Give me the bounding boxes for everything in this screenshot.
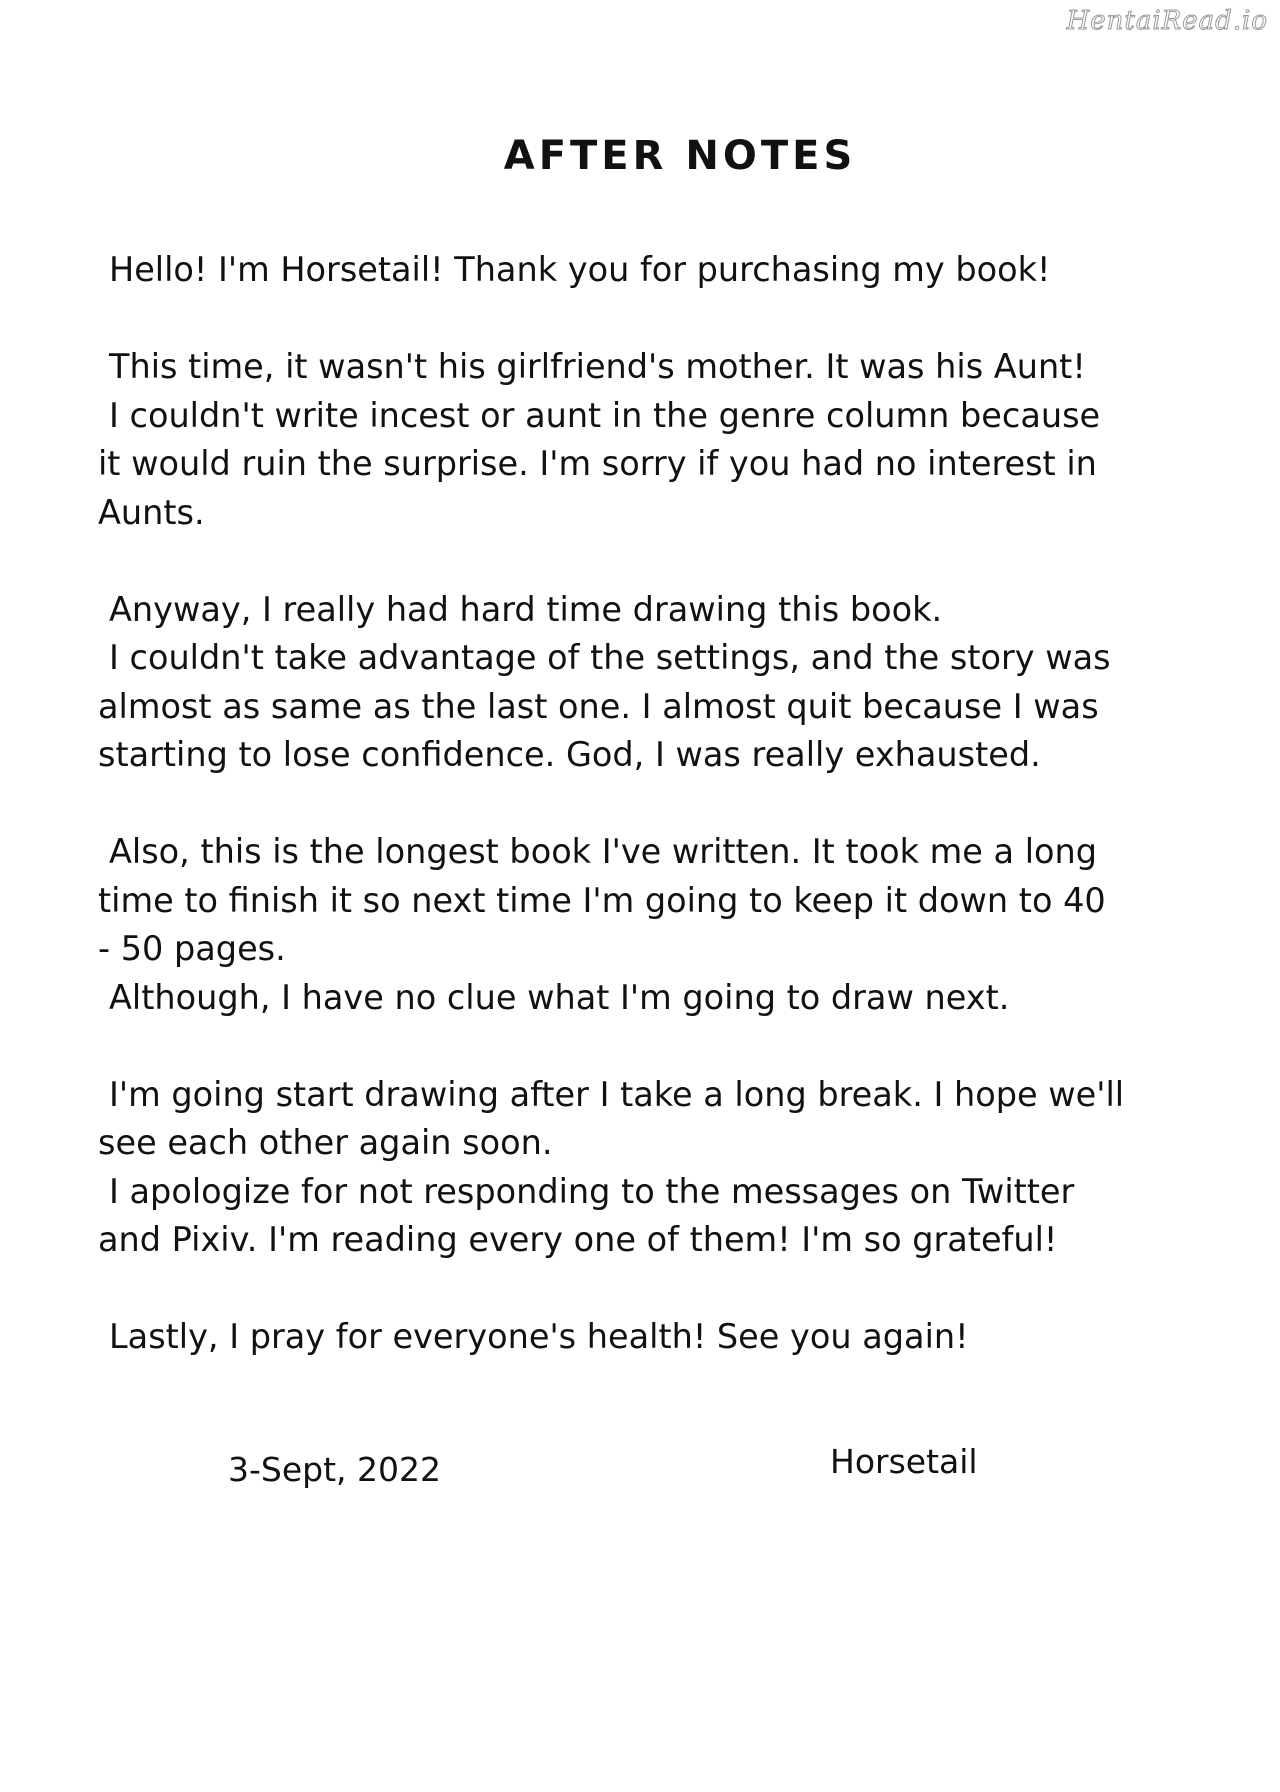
text-line: almost as same as the last one. I almost quit because I was xyxy=(98,686,1099,726)
text-line: - 50 pages. xyxy=(98,929,286,968)
text-line: and Pixiv. I'm reading every one of them! I'm so grateful! xyxy=(98,1220,1058,1259)
text-line: it would ruin the surprise. I'm sorry if you had no interest in xyxy=(98,444,1097,483)
text-line: see each other again soon. xyxy=(98,1123,553,1162)
paragraph xyxy=(98,828,1208,1022)
signoff-author: Horsetail xyxy=(830,1442,978,1481)
paragraph xyxy=(98,586,1208,780)
watermark-logo: HentaiRead.io xyxy=(1066,6,1268,36)
text-line: I couldn't take advantage of the settings, and the story was xyxy=(109,638,1111,677)
paragraph xyxy=(98,1071,1208,1265)
signoff xyxy=(0,1442,1280,1510)
paragraph xyxy=(98,1313,1208,1362)
signoff-date: 3-Sept, 2022 xyxy=(228,1450,442,1489)
paragraph xyxy=(98,343,1208,537)
text-line: I couldn't write incest or aunt in the genre column because xyxy=(109,395,1101,435)
text-line: time to finish it so next time I'm going to keep it down to 40 xyxy=(98,880,1106,920)
text-line: Lastly, I pray for everyone's health! See you again! xyxy=(109,1317,969,1356)
notes-body xyxy=(98,246,1208,1362)
text-line: Aunts. xyxy=(98,492,205,532)
page-title: AFTER NOTES xyxy=(503,133,857,179)
text-line: I'm going start drawing after I take a long break. I hope we'll xyxy=(109,1074,1125,1114)
text-line: starting to lose confidence. God, I was really exhausted. xyxy=(98,735,1041,774)
text-line: Although, I have no clue what I'm going to draw next. xyxy=(109,977,1010,1017)
text-line: I apologize for not responding to the messages on Twitter xyxy=(109,1171,1075,1211)
text-line: Hello! I'm Horsetail! Thank you for purchasing my book! xyxy=(109,250,1051,289)
text-line: Anyway, I really had hard time drawing this book. xyxy=(109,589,943,629)
paragraph xyxy=(98,246,1208,295)
text-line: Also, this is the longest book I've written. It took me a long xyxy=(109,832,1098,871)
text-line: This time, it wasn't his girlfriend's mother. It was his Aunt! xyxy=(109,347,1086,386)
